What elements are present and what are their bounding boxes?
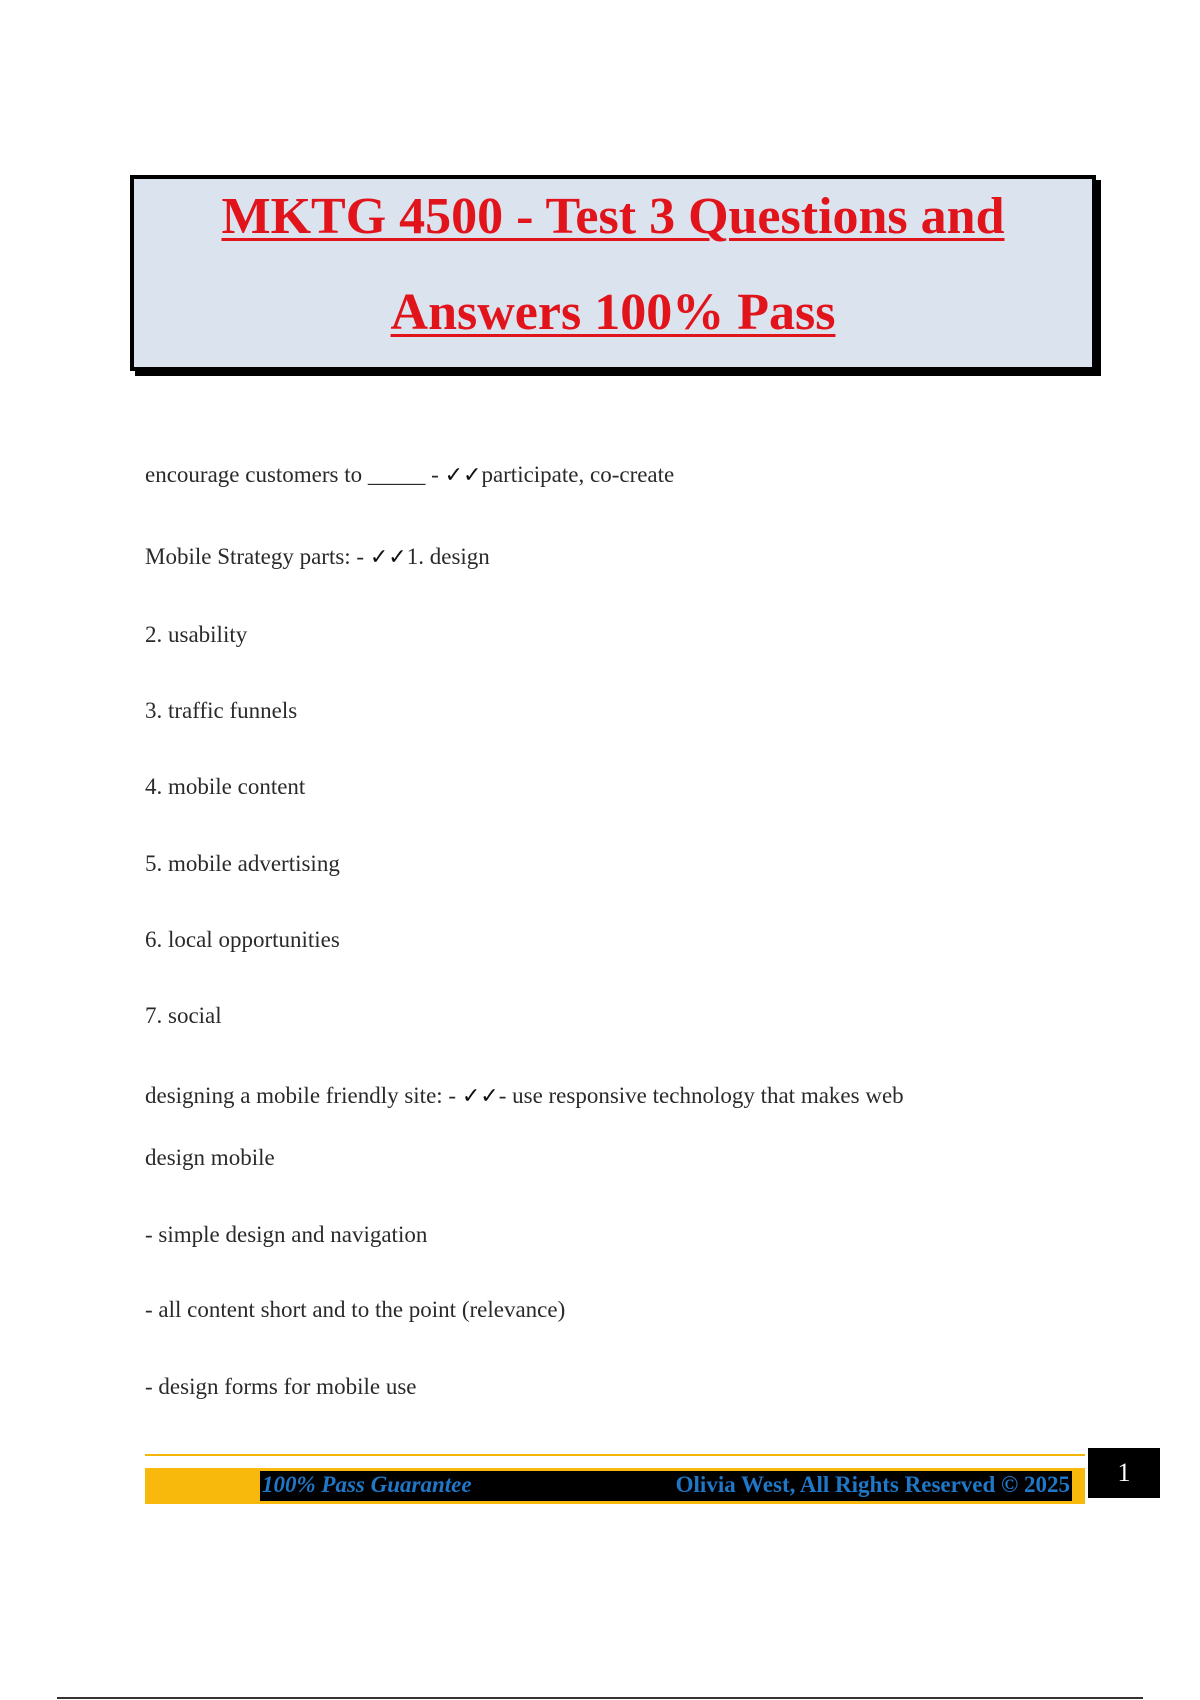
footer-rule xyxy=(145,1454,1085,1456)
footer-inner-band xyxy=(260,1471,1072,1501)
footer-guarantee-text: 100% Pass Guarantee xyxy=(262,1472,472,1497)
document-title-line-1: MKTG 4500 - Test 3 Questions and xyxy=(221,188,1005,245)
answer-text: participate, co-create xyxy=(481,462,675,487)
check-icon: ✓✓ xyxy=(461,1084,499,1109)
document-title-line-2: Answers 100% Pass xyxy=(390,284,836,341)
footer-copyright-text: Olivia West, All Rights Reserved © 2025 xyxy=(675,1472,1070,1497)
list-item: - design forms for mobile use xyxy=(145,1374,417,1399)
footer-bar xyxy=(145,1468,1085,1504)
answer-continuation: design mobile xyxy=(145,1145,275,1170)
list-item: - simple design and navigation xyxy=(145,1222,428,1247)
answer-text: 1. design xyxy=(406,544,490,569)
qa-item-3 xyxy=(145,1081,904,1112)
list-item: 2. usability xyxy=(145,622,248,647)
answer-text: - use responsive technology that makes web xyxy=(498,1083,904,1108)
list-item: 6. local opportunities xyxy=(145,927,340,952)
list-item: 4. mobile content xyxy=(145,774,306,799)
qa-item-2 xyxy=(145,542,490,573)
list-item: - all content short and to the point (relevance) xyxy=(145,1297,566,1322)
page-number: 1 xyxy=(1088,1448,1160,1498)
list-item: 5. mobile advertising xyxy=(145,851,340,876)
title-box xyxy=(130,175,1096,371)
list-item: 3. traffic funnels xyxy=(145,698,298,723)
question-text: designing a mobile friendly site: - xyxy=(145,1083,462,1108)
question-text: encourage customers to _____ - xyxy=(145,462,445,487)
question-text: Mobile Strategy parts: - xyxy=(145,544,370,569)
check-icon: ✓✓ xyxy=(369,545,407,570)
check-icon: ✓✓ xyxy=(444,463,482,488)
list-item: 7. social xyxy=(145,1003,222,1028)
page-bottom-divider xyxy=(57,1697,1143,1699)
qa-item-1 xyxy=(145,460,674,491)
